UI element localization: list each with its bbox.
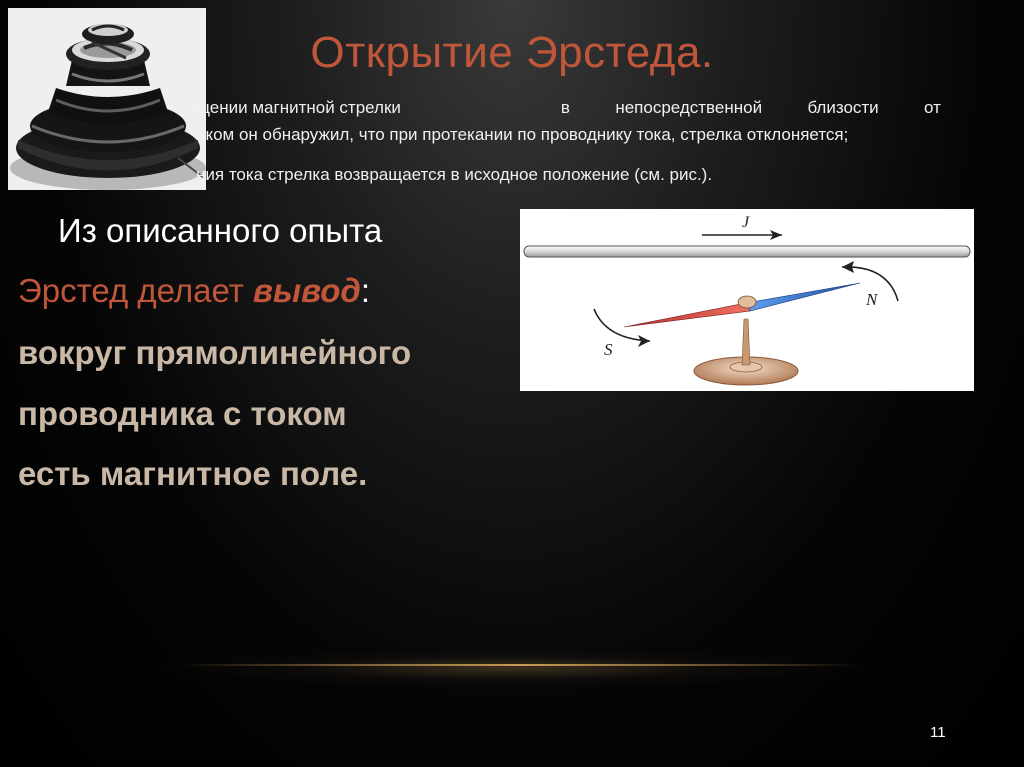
intro-line-1-end: в непосредственной близости от — [560, 98, 941, 117]
intro-line-1 — [196, 97, 1008, 119]
conclusion-prefix: Эрстед делает — [18, 272, 254, 309]
conclusion-line-1: Из описанного опыта — [58, 212, 383, 249]
oersted-experiment-diagram — [520, 209, 974, 391]
conclusion-line-2 — [18, 272, 370, 310]
intro-line-3: ния тока стрелка возвращается в исходное положение (см. рис.). — [196, 165, 713, 184]
south-label: S — [604, 340, 613, 359]
bottom-divider — [180, 664, 860, 666]
compass-pivot — [742, 319, 750, 365]
bottom-glow — [150, 648, 870, 688]
current-label: J — [742, 214, 750, 231]
conclusion-keyword: вывод — [253, 272, 361, 309]
conclusion-colon: : — [360, 272, 370, 309]
page-number: 11 — [930, 724, 946, 741]
intro-line-2: оком он обнаружил, что при протекании по проводнику тока, стрелка отклоняется; — [196, 125, 849, 144]
conclusion-line-5: есть магнитное поле. — [18, 455, 368, 492]
slide-title: Открытие Эрстеда. — [310, 28, 714, 77]
oersted-compass-photo — [8, 8, 206, 190]
needle-south — [624, 303, 750, 327]
intro-line-1-start: щении магнитной стрелки — [196, 98, 401, 117]
needle-cap — [738, 296, 756, 308]
conclusion-line-3: вокруг прямолинейного — [18, 334, 412, 371]
conclusion-line-4: проводника с током — [18, 395, 347, 432]
north-label: N — [866, 290, 878, 309]
current-wire — [524, 246, 970, 257]
needle-north — [746, 283, 860, 311]
